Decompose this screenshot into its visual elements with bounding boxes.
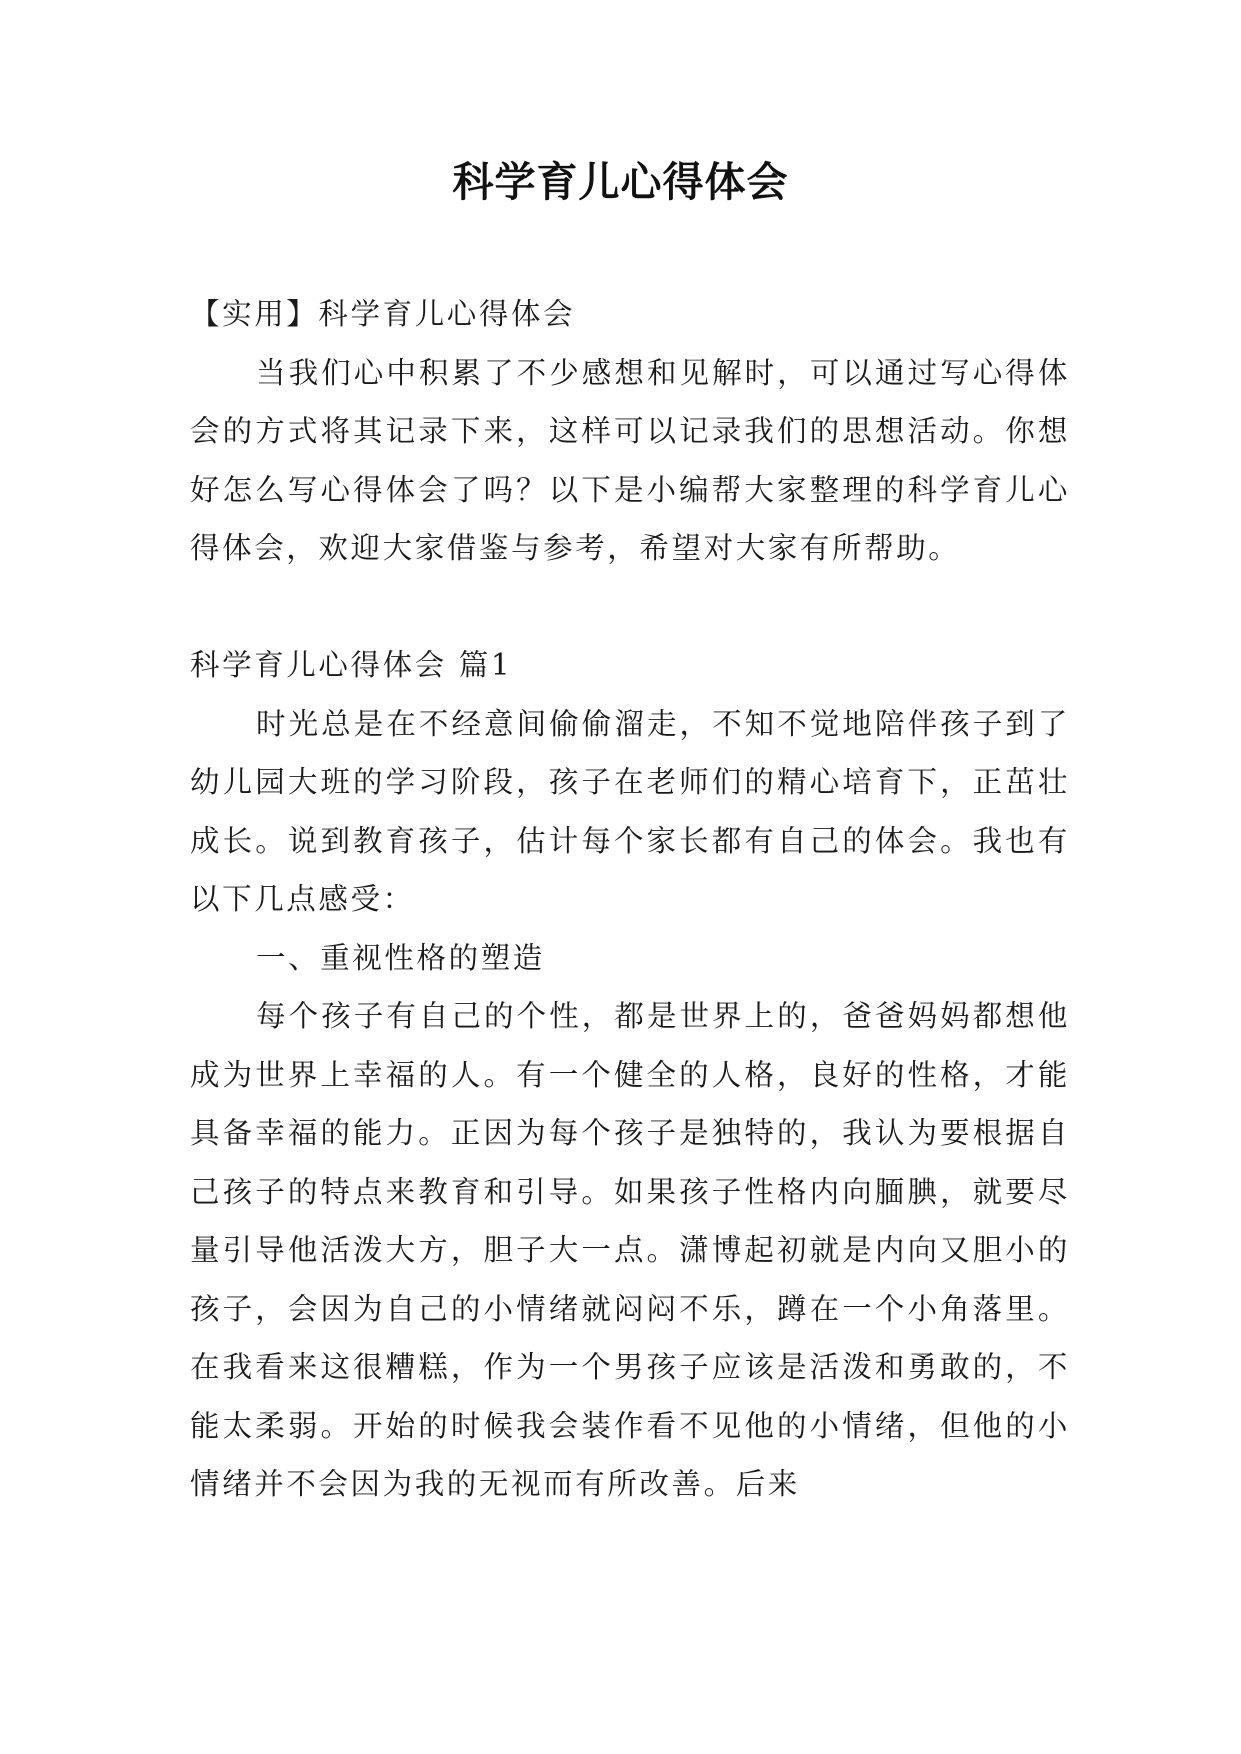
subtitle-line: 【实用】科学育儿心得体会 — [190, 297, 576, 331]
document-body — [190, 285, 1070, 1514]
body-paragraph-2: 每个孩子有自己的个性，都是世界上的，爸爸妈妈都想他成为世界上幸福的人。有一个健全的人格，良好的性格，才能具备幸福的能力。正因为每个孩子是独特的，我认为要根据自己孩子的特点来教育和引导。如果孩子性格内向腼腆，就要尽量引导他活泼大方，胆子大一点。潇博起初就是内向又胆小的孩子，会因为自己的小情绪就闷闷不乐，蹲在一个小角落里。在我看来这很糟糕，作为一个男孩子应该是活泼和勇敢的，不能太柔弱。开始的时候我会装作看不见他的小情绪，但他的小情绪并不会因为我的无视而有所改善。后来 — [190, 999, 1070, 1501]
intro-paragraph: 当我们心中积累了不少感想和见解时，可以通过写心得体会的方式将其记录下来，这样可以记录我们的思想活动。你想好怎么写心得体会了吗？以下是小编帮大家整理的科学育儿心得体会，欢迎大家借鉴与参考，希望对大家有所帮助。 — [190, 355, 1070, 565]
paragraph-spacer — [190, 578, 1070, 637]
document-title: 科学育儿心得体会 — [452, 158, 789, 206]
section-title: 科学育儿心得体会 篇1 — [190, 648, 513, 682]
body-paragraph-1: 时光总是在不经意间偷偷溜走，不知不觉地陪伴孩子到了幼儿园大班的学习阶段，孩子在老师们的精心培育下，正茁壮成长。说到教育孩子，估计每个家长都有自己的体会。我也有以下几点感受： — [190, 706, 1070, 916]
point-heading-1: 一、重视性格的塑造 — [256, 940, 545, 975]
